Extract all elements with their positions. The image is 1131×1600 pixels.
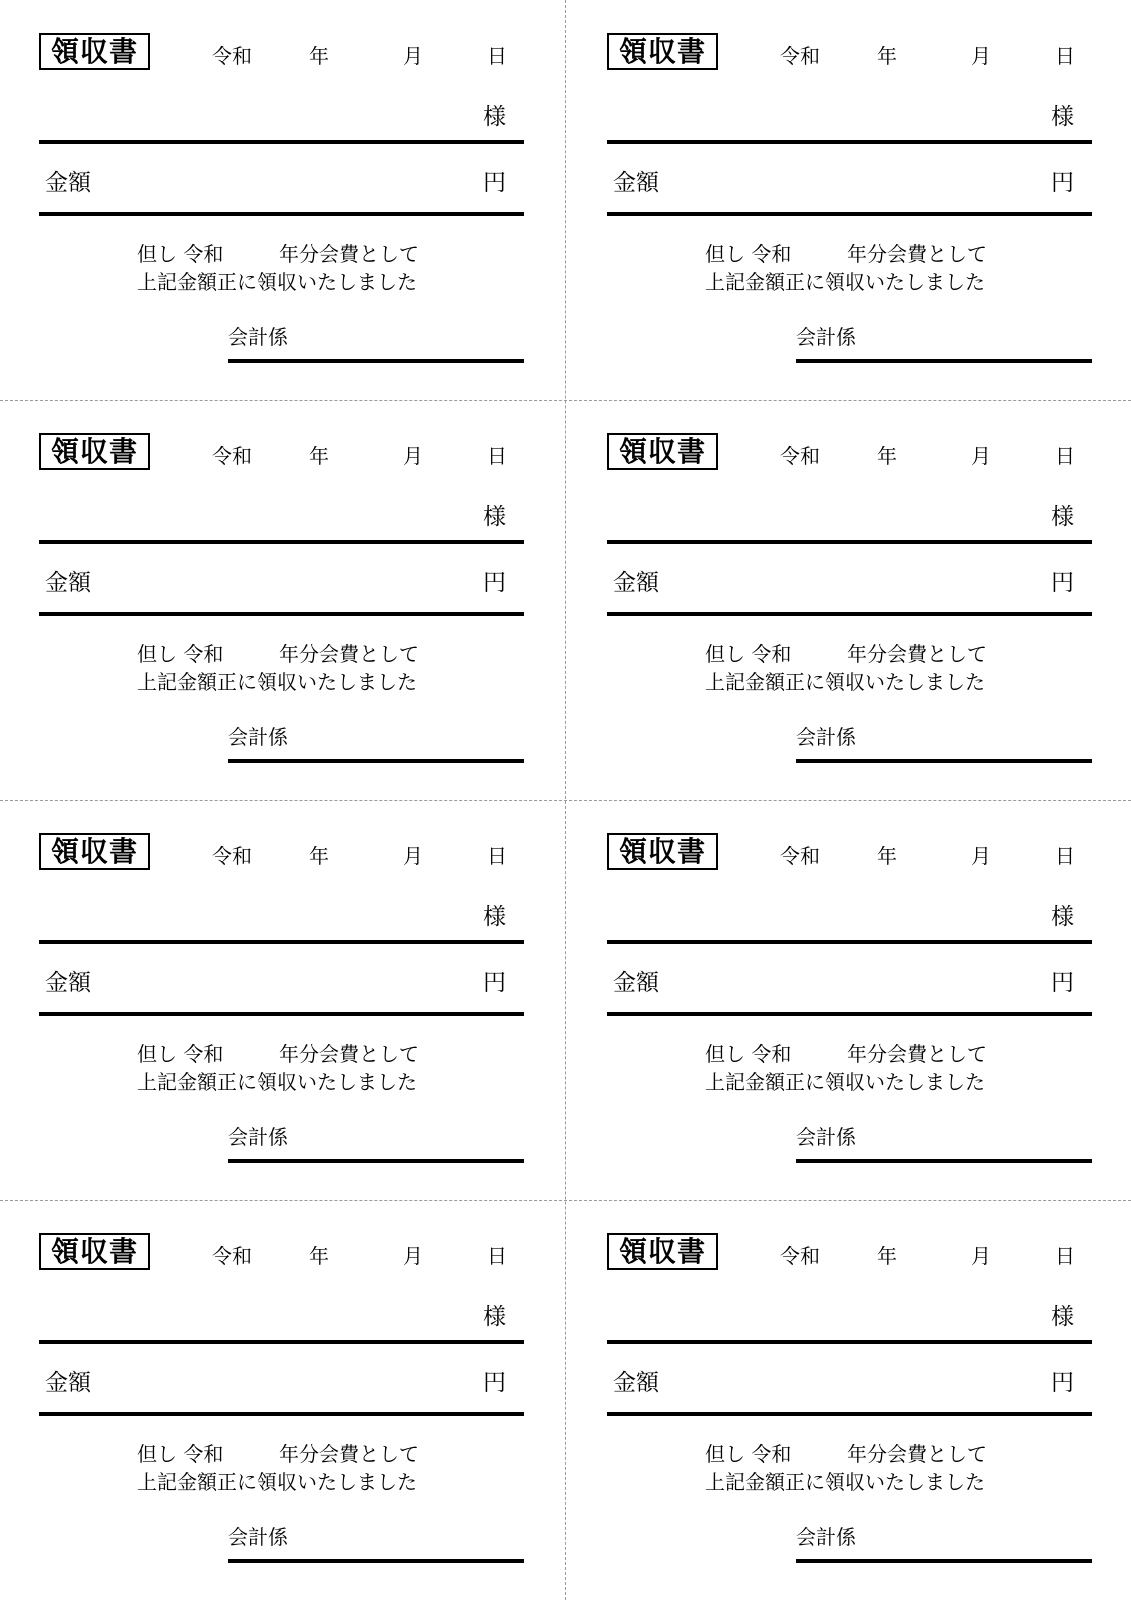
proviso-prefix: 但し 令和: [705, 642, 792, 666]
amount-line: [39, 1012, 524, 1016]
currency-unit: 円: [1051, 570, 1074, 596]
date-era-label: 令和: [780, 444, 820, 468]
amount-label: 金額: [613, 170, 659, 196]
receipt-slip: [568, 1200, 1131, 1600]
addressee-line: [607, 540, 1092, 544]
date-era-label: 令和: [212, 844, 252, 868]
signer-label: 会計係: [228, 1125, 288, 1149]
received-statement: 上記金額正に領収いたしました: [137, 1470, 417, 1494]
signature-line: [796, 1159, 1092, 1163]
date-era-label: 令和: [780, 44, 820, 68]
signature-line: [796, 759, 1092, 763]
received-statement: 上記金額正に領収いたしました: [705, 1470, 985, 1494]
addressee-suffix: 様: [1051, 504, 1074, 530]
receipt-title: 領収書: [39, 833, 150, 870]
addressee-line: [607, 940, 1092, 944]
signer-label: 会計係: [796, 1125, 856, 1149]
proviso-prefix: 但し 令和: [137, 1442, 224, 1466]
receipt-slip: [0, 1200, 565, 1600]
date-month-label: 月: [403, 1244, 423, 1268]
received-statement: 上記金額正に領収いたしました: [137, 1070, 417, 1094]
amount-label: 金額: [613, 570, 659, 596]
receipt-title: 領収書: [607, 433, 718, 470]
received-statement: 上記金額正に領収いたしました: [705, 270, 985, 294]
date-month-label: 月: [971, 844, 991, 868]
proviso-suffix: 年分会費として: [847, 1442, 987, 1466]
date-day-label: 日: [487, 844, 507, 868]
date-era-label: 令和: [780, 1244, 820, 1268]
addressee-line: [39, 540, 524, 544]
addressee-suffix: 様: [483, 1304, 506, 1330]
receipt-slip: [0, 800, 565, 1200]
proviso-suffix: 年分会費として: [279, 642, 419, 666]
signer-label: 会計係: [228, 725, 288, 749]
signature-line: [796, 1559, 1092, 1563]
signature-line: [228, 759, 524, 763]
received-statement: 上記金額正に領収いたしました: [137, 670, 417, 694]
amount-line: [39, 212, 524, 216]
proviso-prefix: 但し 令和: [137, 642, 224, 666]
signer-label: 会計係: [796, 1525, 856, 1549]
amount-line: [607, 1012, 1092, 1016]
addressee-line: [39, 140, 524, 144]
signer-label: 会計係: [228, 325, 288, 349]
amount-label: 金額: [45, 170, 91, 196]
date-year-label: 年: [877, 44, 897, 68]
addressee-suffix: 様: [1051, 904, 1074, 930]
proviso-prefix: 但し 令和: [137, 1042, 224, 1066]
date-month-label: 月: [403, 44, 423, 68]
date-year-label: 年: [877, 1244, 897, 1268]
addressee-suffix: 様: [483, 904, 506, 930]
date-year-label: 年: [877, 844, 897, 868]
date-month-label: 月: [971, 444, 991, 468]
signer-label: 会計係: [796, 325, 856, 349]
date-day-label: 日: [1055, 444, 1075, 468]
signer-label: 会計係: [228, 1525, 288, 1549]
date-day-label: 日: [487, 44, 507, 68]
date-year-label: 年: [309, 44, 329, 68]
proviso-suffix: 年分会費として: [279, 1442, 419, 1466]
amount-line: [39, 1412, 524, 1416]
amount-line: [607, 1412, 1092, 1416]
currency-unit: 円: [483, 1370, 506, 1396]
date-day-label: 日: [1055, 1244, 1075, 1268]
receipt-title: 領収書: [607, 1233, 718, 1270]
receipt-slip: [568, 800, 1131, 1200]
signature-line: [228, 1559, 524, 1563]
currency-unit: 円: [483, 970, 506, 996]
addressee-suffix: 様: [483, 504, 506, 530]
addressee-line: [607, 1340, 1092, 1344]
date-year-label: 年: [309, 844, 329, 868]
addressee-line: [607, 140, 1092, 144]
signature-line: [796, 359, 1092, 363]
amount-label: 金額: [45, 970, 91, 996]
date-month-label: 月: [403, 844, 423, 868]
currency-unit: 円: [1051, 970, 1074, 996]
received-statement: 上記金額正に領収いたしました: [137, 270, 417, 294]
date-era-label: 令和: [780, 844, 820, 868]
signature-line: [228, 1159, 524, 1163]
date-year-label: 年: [309, 1244, 329, 1268]
amount-line: [607, 612, 1092, 616]
received-statement: 上記金額正に領収いたしました: [705, 670, 985, 694]
receipt-slip: [568, 0, 1131, 400]
addressee-suffix: 様: [1051, 104, 1074, 130]
amount-label: 金額: [45, 570, 91, 596]
date-era-label: 令和: [212, 44, 252, 68]
proviso-suffix: 年分会費として: [279, 1042, 419, 1066]
currency-unit: 円: [483, 570, 506, 596]
addressee-suffix: 様: [483, 104, 506, 130]
addressee-line: [39, 940, 524, 944]
proviso-suffix: 年分会費として: [279, 242, 419, 266]
proviso-prefix: 但し 令和: [705, 1442, 792, 1466]
proviso-prefix: 但し 令和: [705, 242, 792, 266]
amount-line: [607, 212, 1092, 216]
addressee-line: [39, 1340, 524, 1344]
currency-unit: 円: [1051, 1370, 1074, 1396]
amount-label: 金額: [613, 1370, 659, 1396]
proviso-prefix: 但し 令和: [705, 1042, 792, 1066]
date-year-label: 年: [877, 444, 897, 468]
receipt-title: 領収書: [39, 33, 150, 70]
receipt-title: 領収書: [607, 833, 718, 870]
date-year-label: 年: [309, 444, 329, 468]
date-day-label: 日: [1055, 844, 1075, 868]
signature-line: [228, 359, 524, 363]
amount-label: 金額: [45, 1370, 91, 1396]
proviso-prefix: 但し 令和: [137, 242, 224, 266]
date-month-label: 月: [971, 44, 991, 68]
date-era-label: 令和: [212, 444, 252, 468]
amount-label: 金額: [613, 970, 659, 996]
addressee-suffix: 様: [1051, 1304, 1074, 1330]
date-day-label: 日: [487, 1244, 507, 1268]
date-month-label: 月: [403, 444, 423, 468]
date-day-label: 日: [487, 444, 507, 468]
date-month-label: 月: [971, 1244, 991, 1268]
date-era-label: 令和: [212, 1244, 252, 1268]
receipt-slip: [0, 0, 565, 400]
currency-unit: 円: [1051, 170, 1074, 196]
receipt-title: 領収書: [607, 33, 718, 70]
receipt-slip: [568, 400, 1131, 800]
receipt-title: 領収書: [39, 1233, 150, 1270]
date-day-label: 日: [1055, 44, 1075, 68]
currency-unit: 円: [483, 170, 506, 196]
proviso-suffix: 年分会費として: [847, 1042, 987, 1066]
proviso-suffix: 年分会費として: [847, 242, 987, 266]
proviso-suffix: 年分会費として: [847, 642, 987, 666]
signer-label: 会計係: [796, 725, 856, 749]
received-statement: 上記金額正に領収いたしました: [705, 1070, 985, 1094]
receipt-slip: [0, 400, 565, 800]
receipt-title: 領収書: [39, 433, 150, 470]
amount-line: [39, 612, 524, 616]
